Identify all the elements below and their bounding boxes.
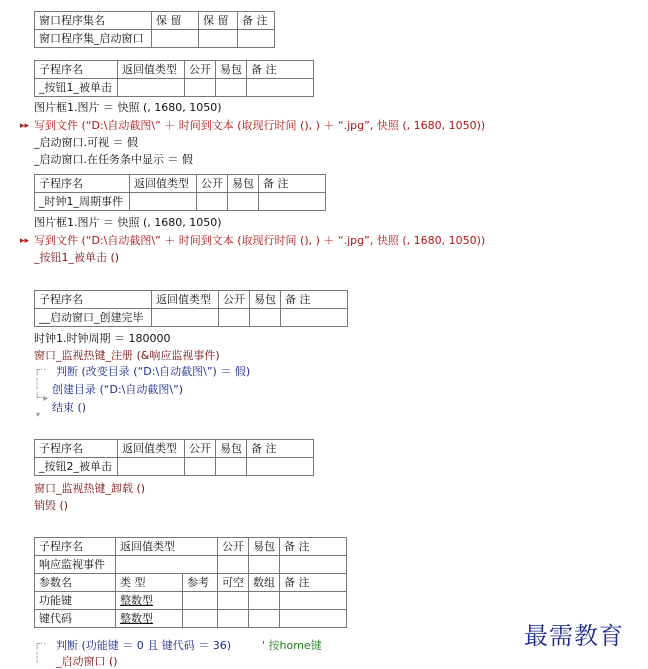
header-sub-name: 子程序名	[35, 61, 118, 79]
header-return-type: 返回值类型	[116, 538, 218, 556]
code-line[interactable]: 时钟1.时钟周期 ＝ 180000	[34, 332, 171, 345]
breakpoint-arrow-icon: ▸▸	[20, 121, 30, 131]
header-remark: 备 注	[280, 538, 347, 556]
code-line[interactable]: _按钮1_被单击 ()	[34, 251, 120, 264]
sub3-name-cell[interactable]: __启动窗口_创建完毕	[35, 309, 152, 327]
sub4-name-cell[interactable]: _按钮2_被单击	[35, 458, 118, 476]
remark-cell[interactable]	[238, 30, 275, 48]
code-line[interactable]: 判断 (改变目录 (“D:\自动截图\”) ＝ 假)	[56, 365, 251, 378]
sub3-remark-cell[interactable]	[281, 309, 348, 327]
header-sub-name: 子程序名	[35, 291, 152, 309]
code-line[interactable]: 窗口_监视热键_卸载 ()	[34, 482, 146, 495]
header-param-nullable: 可空	[218, 574, 249, 592]
header-param-remark: 备 注	[280, 574, 347, 592]
header-sub-name: 子程序名	[35, 175, 130, 193]
header-easy-pack: 易包	[228, 175, 259, 193]
header-public: 公开	[218, 538, 249, 556]
header-return-type: 返回值类型	[118, 440, 185, 458]
header-easy-pack: 易包	[216, 440, 247, 458]
flow-tree-lines: ┌·· ┆ └·▸	[34, 365, 49, 404]
header-public: 公开	[219, 291, 250, 309]
reserved-cell-1[interactable]	[152, 30, 199, 48]
header-remark: 备 注	[238, 12, 275, 30]
code-line[interactable]: 图片框1.图片 ＝ 快照 (, 1680, 1050)	[34, 216, 222, 229]
header-param-ref: 参考	[183, 574, 218, 592]
header-public: 公开	[185, 61, 216, 79]
code-line[interactable]: 图片框1.图片 ＝ 快照 (, 1680, 1050)	[34, 101, 222, 114]
param-type-cell[interactable]: 整数型	[116, 610, 183, 628]
sub4-remark-cell[interactable]	[247, 458, 314, 476]
header-public: 公开	[185, 440, 216, 458]
header-public: 公开	[197, 175, 228, 193]
header-param-array: 数组	[249, 574, 280, 592]
code-line[interactable]: _启动窗口.在任务条中显示 ＝ 假	[34, 153, 193, 166]
assembly-name-cell[interactable]: 窗口程序集_启动窗口	[35, 30, 152, 48]
param-type-cell[interactable]: 整数型	[116, 592, 183, 610]
sub1-remark-cell[interactable]	[247, 79, 314, 97]
sub2-pack-cell[interactable]	[228, 193, 259, 211]
header-assembly-name: 窗口程序集名	[35, 12, 152, 30]
sub2-return-cell[interactable]	[130, 193, 197, 211]
header-reserved-2: 保 留	[199, 12, 238, 30]
header-remark: 备 注	[247, 440, 314, 458]
watermark-logo: 最需教育	[524, 622, 624, 650]
header-sub-name: 子程序名	[35, 538, 116, 556]
breakpoint-arrow-icon: ▸▸	[20, 236, 30, 246]
header-easy-pack: 易包	[250, 291, 281, 309]
param-name-cell[interactable]: 功能键	[35, 592, 116, 610]
code-line[interactable]: 窗口_监视热键_注册 (&响应监视事件)	[34, 349, 220, 362]
sub4-table	[34, 439, 314, 476]
sub5-remark-cell[interactable]	[280, 556, 347, 574]
sub5-return-cell[interactable]	[116, 556, 218, 574]
flow-tree-lines: ┌·· ┆	[34, 639, 47, 664]
param-nullable-cell[interactable]	[218, 610, 249, 628]
code-line[interactable]: 判断 (功能键 ＝ 0 且 键代码 ＝ 36)	[56, 639, 232, 652]
header-remark: 备 注	[259, 175, 326, 193]
assembly-table	[34, 11, 275, 48]
header-return-type: 返回值类型	[130, 175, 197, 193]
sub1-pack-cell[interactable]	[216, 79, 247, 97]
header-easy-pack: 易包	[216, 61, 247, 79]
sub2-remark-cell[interactable]	[259, 193, 326, 211]
param-nullable-cell[interactable]	[218, 592, 249, 610]
sub5-pack-cell[interactable]	[249, 556, 280, 574]
header-return-type: 返回值类型	[152, 291, 219, 309]
param-remark-cell[interactable]	[280, 610, 347, 628]
header-param-name: 参数名	[35, 574, 116, 592]
header-sub-name: 子程序名	[35, 440, 118, 458]
param-array-cell[interactable]	[249, 592, 280, 610]
sub1-public-cell[interactable]	[185, 79, 216, 97]
code-line[interactable]: 写到文件 (“D:\自动截图\” ＋ 时间到文本 (取现行时间 (), ) ＋ “.jpg”, 快照 (, 1680, 1050))	[34, 234, 486, 247]
sub4-return-cell[interactable]	[118, 458, 185, 476]
code-line[interactable]: _启动窗口 ()	[56, 655, 118, 668]
param-remark-cell[interactable]	[280, 592, 347, 610]
param-ref-cell[interactable]	[183, 592, 218, 610]
sub2-table	[34, 174, 326, 211]
header-return-type: 返回值类型	[118, 61, 185, 79]
sub4-pack-cell[interactable]	[216, 458, 247, 476]
sub1-return-cell[interactable]	[118, 79, 185, 97]
sub3-table	[34, 290, 348, 327]
reserved-cell-2[interactable]	[199, 30, 238, 48]
header-remark: 备 注	[281, 291, 348, 309]
sub3-public-cell[interactable]	[219, 309, 250, 327]
code-line[interactable]: _启动窗口.可视 ＝ 假	[34, 136, 138, 149]
header-param-type: 类 型	[116, 574, 183, 592]
code-line[interactable]: 结束 ()	[52, 401, 87, 414]
flow-down-arrow-icon: ▾	[36, 410, 41, 419]
sub5-name-cell[interactable]: 响应监视事件	[35, 556, 116, 574]
sub1-table	[34, 60, 314, 97]
sub2-name-cell[interactable]: _时钟1_周期事件	[35, 193, 130, 211]
code-line[interactable]: 创建目录 (“D:\自动截图\”)	[52, 383, 184, 396]
header-reserved-1: 保 留	[152, 12, 199, 30]
param-name-cell[interactable]: 键代码	[35, 610, 116, 628]
code-line[interactable]: 写到文件 (“D:\自动截图\” ＋ 时间到文本 (取现行时间 (), ) ＋ “.jpg”, 快照 (, 1680, 1050))	[34, 119, 486, 132]
sub1-name-cell[interactable]: _按钮1_被单击	[35, 79, 118, 97]
header-remark: 备 注	[247, 61, 314, 79]
header-easy-pack: 易包	[249, 538, 280, 556]
sub5-table	[34, 537, 347, 628]
code-line[interactable]: 销毁 ()	[34, 499, 69, 512]
sub3-pack-cell[interactable]	[250, 309, 281, 327]
code-comment[interactable]: ' 按home键	[262, 639, 322, 652]
sub5-public-cell[interactable]	[218, 556, 249, 574]
param-ref-cell[interactable]	[183, 610, 218, 628]
param-array-cell[interactable]	[249, 610, 280, 628]
sub3-return-cell[interactable]	[152, 309, 219, 327]
sub4-public-cell[interactable]	[185, 458, 216, 476]
sub2-public-cell[interactable]	[197, 193, 228, 211]
